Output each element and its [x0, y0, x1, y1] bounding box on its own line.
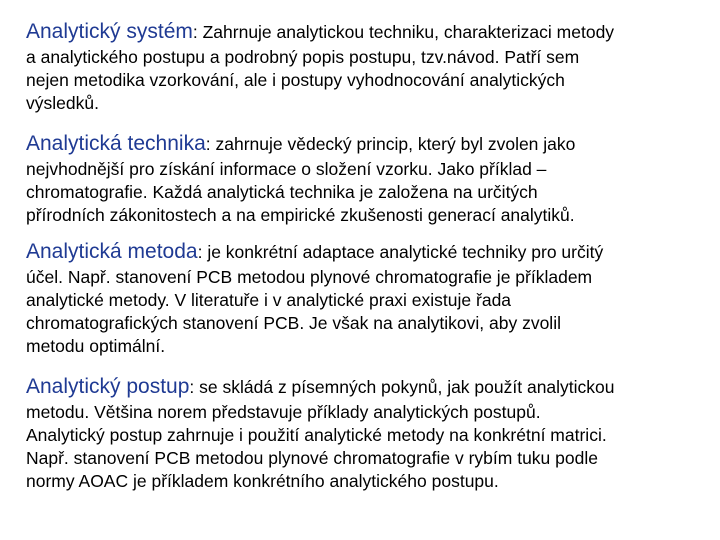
- paragraph-analyticka-technika: [26, 130, 706, 227]
- paragraph-first-line: [26, 373, 706, 401]
- text-line: Analytický postup zahrnuje i použití analytické metody na konkrétní matrici.: [26, 425, 607, 445]
- term-analyticky-system: Analytický systém: [26, 20, 193, 43]
- definition-lead: : Zahrnuje analytickou techniku, charakterizaci metody: [192, 22, 615, 42]
- text-line: metodu optimální.: [26, 336, 166, 356]
- text-line: metodu. Většina norem představuje příklady analytických postupů.: [26, 402, 541, 422]
- paragraph-first-line: [26, 18, 706, 46]
- text-line: přírodních zákonitostech a na empirické zkušenosti generací analytiků.: [26, 205, 575, 225]
- term-analyticky-postup: Analytický postup: [26, 375, 190, 398]
- text-line: Např. stanovení PCB metodou plynové chromatografie v rybím tuku podle: [26, 448, 598, 468]
- paragraph-first-line: [26, 130, 706, 158]
- definition-lead: : je konkrétní adaptace analytické techniky pro určitý: [197, 242, 604, 262]
- paragraph-analyticky-postup: [26, 373, 706, 493]
- definition-lead: : zahrnuje vědecký princip, který byl zvolen jako: [205, 134, 576, 154]
- text-line: normy AOAC je příkladem konkrétního analytického postupu.: [26, 471, 499, 491]
- definition-lead: : se skládá z písemných pokynů, jak použít analytickou: [189, 377, 615, 397]
- text-line: výsledků.: [26, 93, 99, 113]
- text-line: nejen metodika vzorkování, ale i postupy vyhodnocování analytických: [26, 70, 565, 90]
- text-line: chromatografických stanovení PCB. Je však na analytikovi, aby zvolil: [26, 313, 561, 333]
- text-line: a analytického postupu a podrobný popis postupu, tzv.návod. Patří sem: [26, 47, 580, 67]
- paragraph-analyticka-metoda: [26, 238, 706, 358]
- text-line: analytické metody. V literatuře i v analytické praxi existuje řada: [26, 290, 512, 310]
- text-line: nejvhodnější pro získání informace o složení vzorku. Jako příklad –: [26, 159, 547, 179]
- paragraph-first-line: [26, 238, 706, 266]
- text-line: chromatografie. Každá analytická technika je založena na určitých: [26, 182, 538, 202]
- text-line: účel. Např. stanovení PCB metodou plynové chromatografie je příkladem: [26, 267, 593, 287]
- term-analyticka-technika: Analytická technika: [26, 132, 206, 155]
- paragraph-analyticky-system: [26, 18, 706, 115]
- term-analyticka-metoda: Analytická metoda: [26, 240, 198, 263]
